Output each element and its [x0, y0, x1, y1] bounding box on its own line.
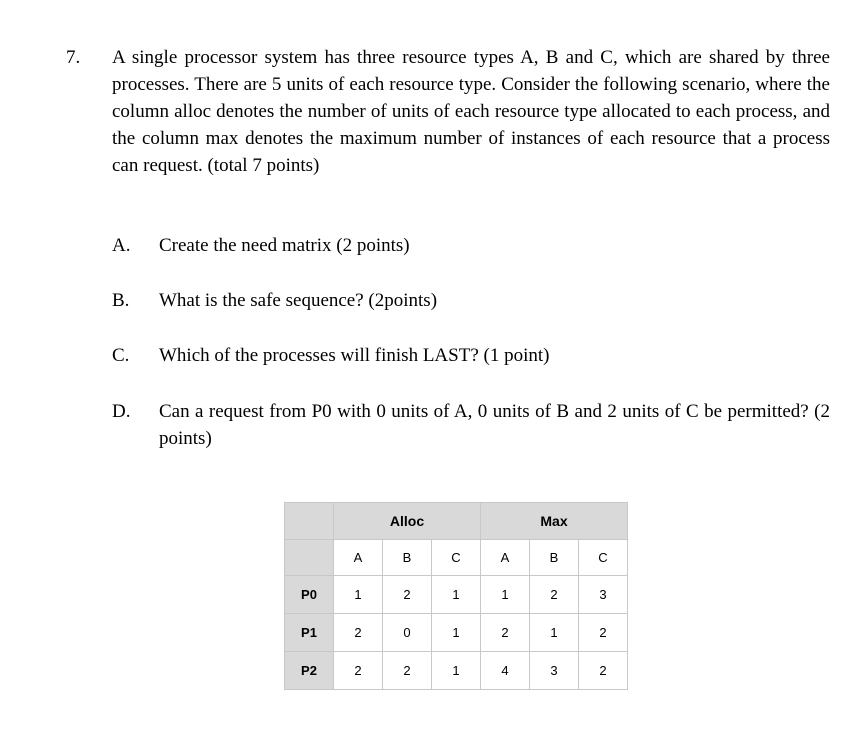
table-row	[285, 614, 628, 652]
table-cell: 1	[530, 614, 579, 652]
column-header: C	[579, 540, 628, 576]
table-cell: 0	[383, 614, 432, 652]
table-cell: 3	[530, 652, 579, 690]
table-cell: 2	[579, 652, 628, 690]
table-column-header-row	[285, 540, 628, 576]
subquestion-letter: C.	[112, 345, 130, 366]
process-name: P2	[285, 652, 334, 690]
table-cell: 2	[334, 614, 383, 652]
table-cell: 2	[481, 614, 530, 652]
subquestion-letter: D.	[112, 401, 131, 422]
table-cell: 2	[383, 576, 432, 614]
column-header: A	[481, 540, 530, 576]
subquestion-letter: A.	[112, 235, 131, 256]
table-cell: 1	[432, 652, 481, 690]
subquestion-text: Which of the processes will finish LAST? (1 point)	[159, 345, 550, 366]
table-cell: 2	[579, 614, 628, 652]
table-row	[285, 652, 628, 690]
table-cell: 1	[334, 576, 383, 614]
table-cell: 2	[530, 576, 579, 614]
column-header: B	[383, 540, 432, 576]
process-name: P1	[285, 614, 334, 652]
column-header: B	[530, 540, 579, 576]
question-text: A single processor system has three resource types A, B and C, which are shared by three processes. There are 5 units of each resource type. Consider the following scenario, where the column alloc denotes the number of units of each resource type allocated to each process, and the column max denotes the maximum number of instances of each resource that a process can request. (total 7 points)	[112, 47, 830, 176]
subquestion-letter: B.	[112, 290, 130, 311]
max-header: Max	[481, 503, 628, 540]
table-cell: 1	[432, 614, 481, 652]
table-row	[285, 576, 628, 614]
subquestion-text: Create the need matrix (2 points)	[159, 235, 410, 256]
column-header: C	[432, 540, 481, 576]
table-group-header-row	[285, 503, 628, 540]
process-name: P0	[285, 576, 334, 614]
subquestion-text: Can a request from P0 with 0 units of A, 0 units of B and 2 units of C be permitted? (2 points)	[159, 401, 830, 449]
alloc-header: Alloc	[334, 503, 481, 540]
table-cell: 2	[383, 652, 432, 690]
table-cell: 1	[481, 576, 530, 614]
column-header: A	[334, 540, 383, 576]
resource-table	[284, 502, 628, 690]
table-cell: 2	[334, 652, 383, 690]
table-cell: 1	[432, 576, 481, 614]
table-cell: 4	[481, 652, 530, 690]
table-corner-cell	[285, 540, 334, 576]
question-number: 7.	[66, 47, 81, 68]
table-cell: 3	[579, 576, 628, 614]
table-corner-cell	[285, 503, 334, 540]
subquestion-text: What is the safe sequence? (2points)	[159, 290, 438, 311]
